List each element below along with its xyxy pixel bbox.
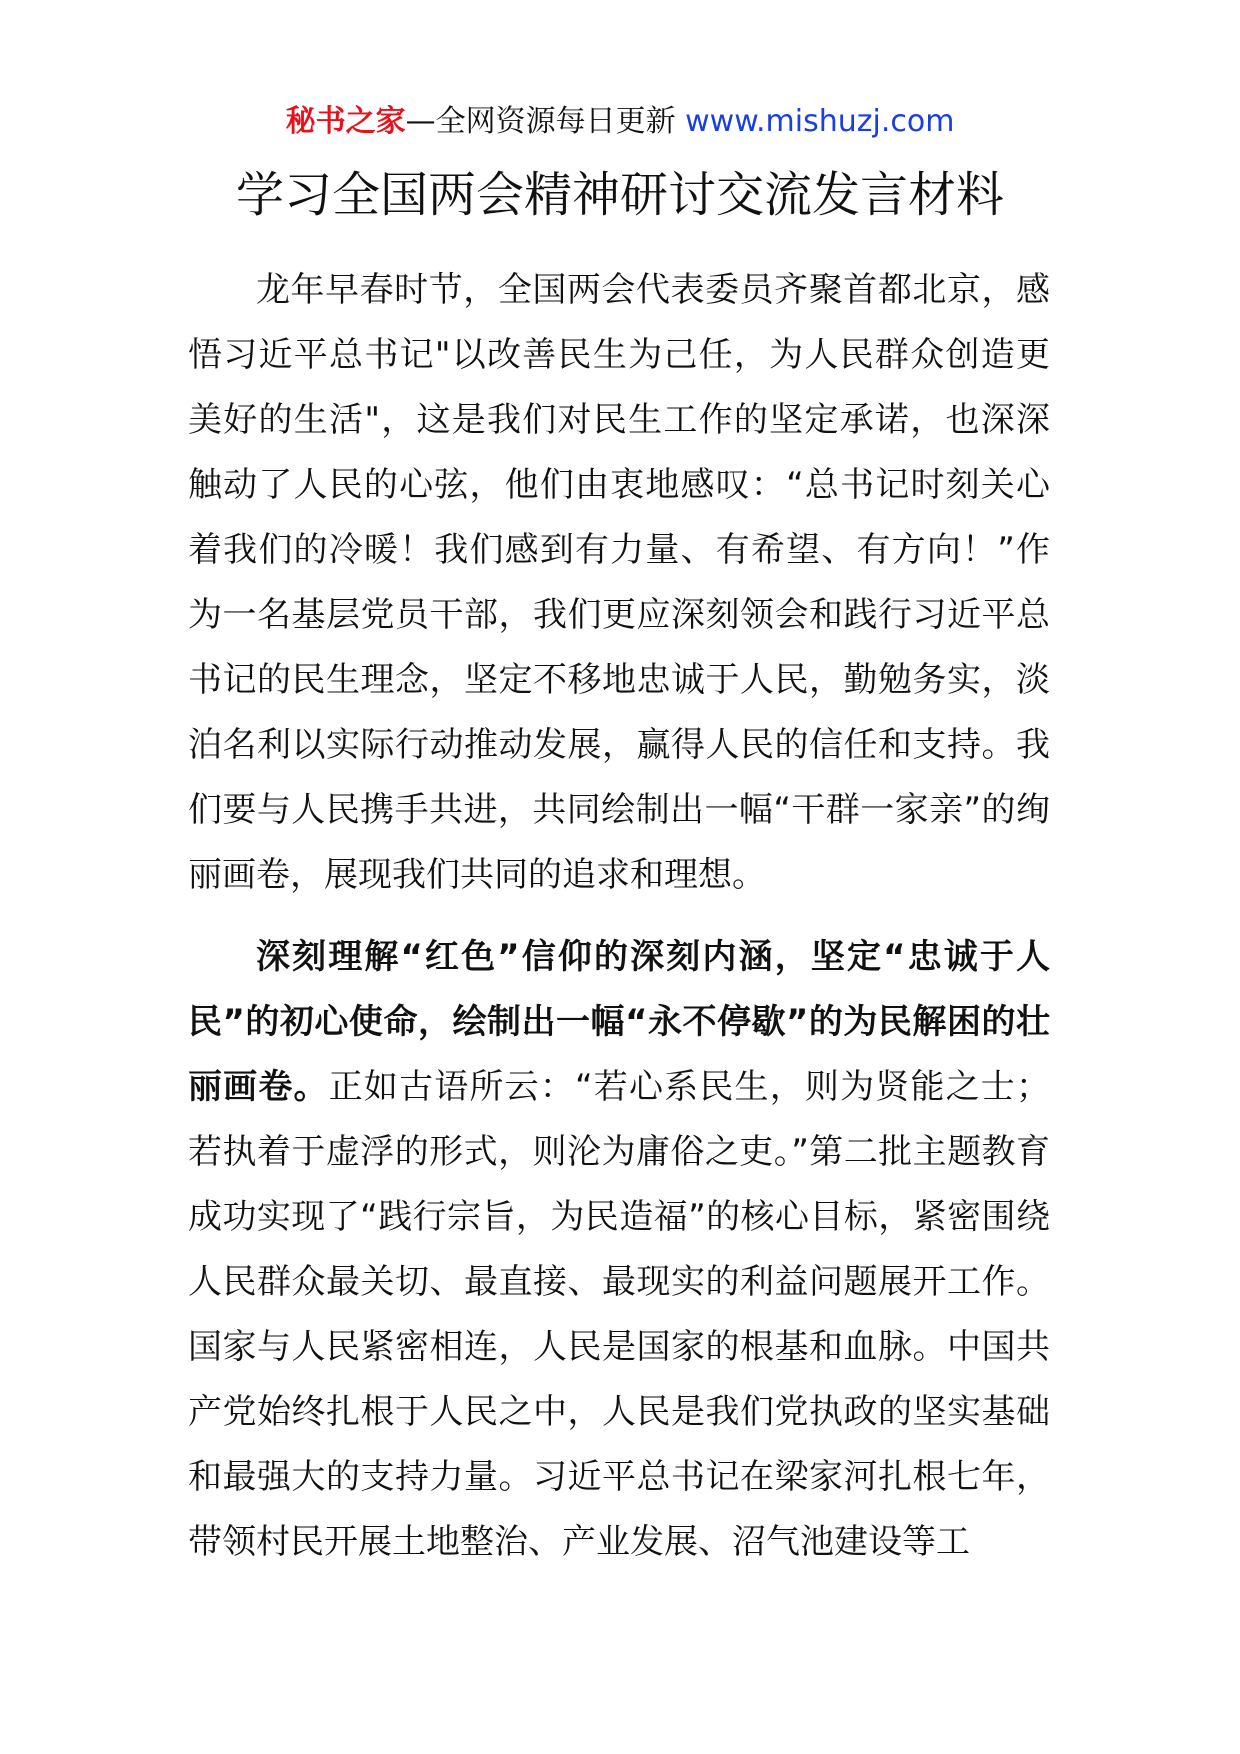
paragraph-bold-lead: 深刻理解“红色”信仰的深刻内涵，坚定“忠诚于人民”的初心使命，绘制出一幅“永不停歇”的为民解困的壮丽画卷。 [188,937,1050,1107]
header-tagline: —全网资源每日更新 [405,104,686,139]
site-header [0,100,1240,144]
paragraph-section-1 [188,925,1050,1575]
document-body [188,258,1050,1575]
document-title: 学习全国两会精神研讨交流发言材料 [235,167,1004,223]
paragraph-text: 正如古语所云：“若心系民生，则为贤能之士；若执着于虚浮的形式，则沦为庸俗之吏。”第二批主题教育成功实现了“践行宗旨，为民造福”的核心目标，紧密围绕人民群众最关切、最直接、最现实的利益问题展开工作。国家与人民紧密相连，人民是国家的根基和血脉。中国共产党始终扎根于人民之中，人民是我们党执政的坚实基础和最强大的支持力量。习近平总书记在梁家河扎根七年，带领村民开展土地整治、产业发展、沼气池建设等工 [188,1067,1050,1562]
brand-name: 秘书之家 [285,104,406,139]
paragraph-text: 龙年早春时节，全国两会代表委员齐聚首都北京，感悟习近平总书记"以改善民生为己任，为人民群众创造更美好的生活"，这是我们对民生工作的坚定承诺，也深深触动了人民的心弦，他们由衷地感叹：“总书记时刻关心着我们的冷暖！我们感到有力量、有希望、有方向！”作为一名基层党员干部，我们更应深刻领会和践行习近平总书记的民生理念，坚定不移地忠诚于人民，勤勉务实，淡泊名利以实际行动推动发展，赢得人民的信任和支持。我们要与人民携手共进，共同绘制出一幅“干群一家亲”的绚丽画卷，展现我们共同的追求和理想。 [188,270,1050,895]
site-url-link[interactable]: www.mishuzj.com [685,104,955,139]
paragraph-intro [188,258,1050,908]
